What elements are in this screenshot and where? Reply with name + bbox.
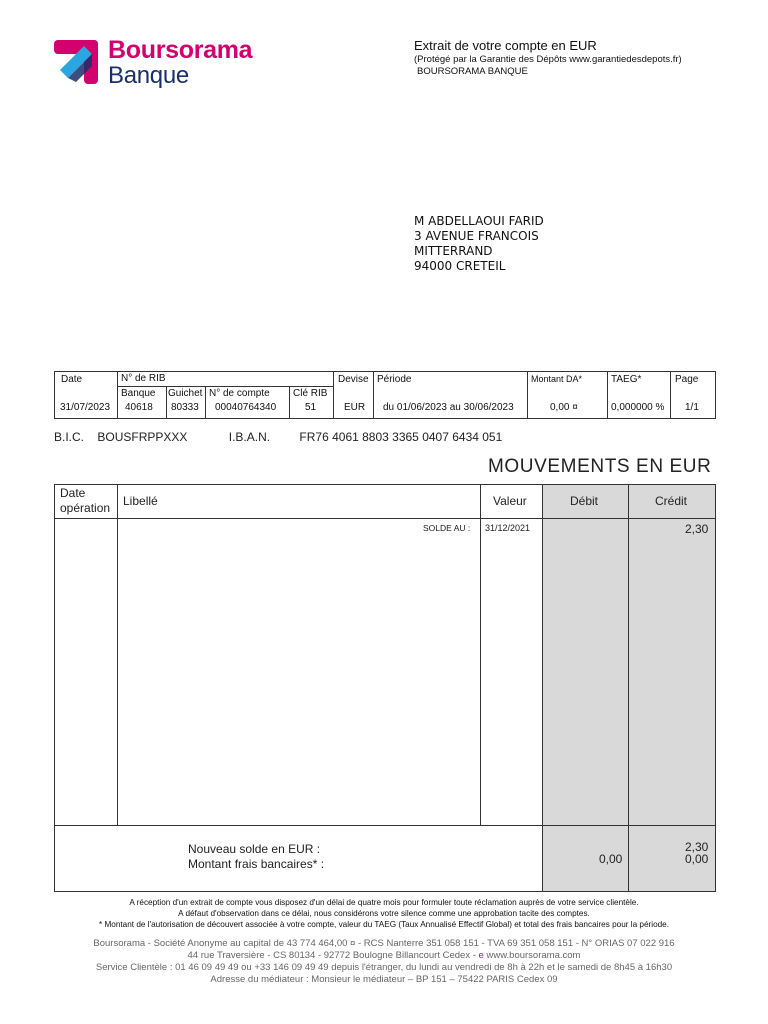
address-line: MITTERRAND	[414, 244, 493, 258]
footer-company	[0, 938, 768, 986]
company-address-text: 44 rue Traversière - CS 80134 - 92772 Boulogne Billancourt Cedex -	[187, 950, 479, 961]
mediateur-address: Adresse du médiateur : Monsieur le médiateur – BP 151 – 75422 PARIS Cedex 09	[210, 974, 558, 985]
address-line: 94000 CRETEIL	[414, 259, 506, 273]
rib-taeg-value: 0,000000 %	[611, 402, 665, 413]
rib-taeg-label: TAEG*	[611, 374, 642, 385]
rib-devise-value: EUR	[344, 402, 366, 413]
statement-title: Extrait de votre compte en EUR	[414, 38, 597, 53]
footer-note: * Montant de l'autorisation de découvert associée à votre compte, valeur du TAEG (Taux Annualisé Effectif Global) et total des frais bancaires pour la période.	[99, 920, 669, 929]
rib-guichet-label: Guichet	[168, 388, 203, 399]
movements-table	[54, 484, 716, 892]
rib-compte-value: 00040764340	[215, 402, 277, 413]
header-debit: Débit	[570, 494, 599, 508]
movements-title: MOUVEMENTS EN EUR	[488, 456, 712, 477]
company-info: Boursorama - Société Anonyme au capital de 43 774 464,00 ¤ - RCS Nanterre 351 058 151 - TVA 69 351 058 151 - N° ORIAS 07 022 916	[93, 938, 675, 949]
customer-address	[414, 214, 544, 274]
rib-number-label: N° de RIB	[121, 373, 166, 384]
header-date-line2: opération	[60, 501, 111, 515]
iban-value: FR76 4061 8803 3365 0407 6434 051	[299, 430, 503, 444]
address-line: M ABDELLAOUI FARID	[414, 214, 544, 228]
brand-line2: Banque	[108, 62, 189, 89]
frais-label: Montant frais bancaires* :	[188, 857, 325, 871]
rib-banque-value: 40618	[125, 402, 153, 413]
rib-montant-label: Montant DA*	[531, 374, 583, 384]
frais-debit: 0,00	[599, 852, 623, 866]
rib-date-label: Date	[61, 374, 83, 385]
rib-cle-label: Clé RIB	[293, 388, 328, 399]
bic-value: BOUSFRPPXXX	[97, 430, 188, 444]
rib-table	[54, 371, 716, 419]
statement-subtitle: (Protégé par la Garantie des Dépôts www.garantiedesdepots.fr)	[414, 54, 682, 65]
solde-date: 31/12/2021	[485, 523, 531, 533]
header-valeur: Valeur	[493, 494, 527, 508]
bank-name: BOURSORAMA BANQUE	[417, 66, 528, 77]
header-date-line1: Date	[60, 486, 86, 500]
solde-label: SOLDE AU :	[423, 523, 471, 533]
rib-guichet-value: 80333	[171, 402, 199, 413]
boursorama-logo-icon	[54, 40, 98, 84]
brand-name	[108, 38, 252, 88]
header-libelle: Libellé	[123, 494, 158, 508]
footer-note: A réception d'un extrait de compte vous disposez d'un délai de quatre mois pour formuler toute réclamation auprès de votre service clientèle.	[129, 898, 639, 907]
bank-identifiers	[54, 430, 512, 444]
bic-label: B.I.C.	[54, 430, 85, 444]
company-website[interactable]: www.boursorama.com	[483, 950, 581, 961]
iban-label: I.B.A.N.	[228, 430, 271, 444]
rib-compte-label: N° de compte	[209, 388, 270, 399]
address-line: 3 AVENUE FRANCOIS	[414, 229, 539, 243]
frais-credit: 0,00	[685, 852, 709, 866]
rib-montant-value: 0,00 ¤	[550, 402, 578, 413]
rib-devise-label: Devise	[338, 374, 369, 385]
rib-banque-label: Banque	[121, 388, 156, 399]
company-address	[0, 950, 768, 962]
header-credit: Crédit	[655, 494, 688, 508]
rib-page-value: 1/1	[685, 402, 699, 413]
footer-notes	[0, 897, 768, 930]
rib-periode-label: Période	[377, 374, 412, 385]
nouveau-solde-credit: 2,30	[685, 840, 709, 854]
rib-cle-value: 51	[305, 402, 317, 413]
service-clientele: Service Clientèle : 01 46 09 49 49 ou +33 146 09 49 49 depuis l'étranger, du lundi au vendredi de 8h à 22h et le samedi de 8h45 à 16h30	[95, 962, 673, 973]
footer-note: A défaut d'observation dans ce délai, nous considérons votre silence comme une approbation tacite des comptes.	[178, 909, 590, 918]
rib-periode-value: du 01/06/2023 au 30/06/2023	[383, 402, 514, 413]
brand-line1: Boursorama	[108, 36, 253, 64]
solde-credit: 2,30	[685, 522, 709, 536]
rib-page-label: Page	[675, 374, 699, 385]
nouveau-solde-label: Nouveau solde en EUR :	[188, 842, 321, 856]
header-date	[60, 486, 110, 516]
web-e-icon: e	[478, 950, 484, 961]
rib-date-value: 31/07/2023	[60, 402, 111, 413]
